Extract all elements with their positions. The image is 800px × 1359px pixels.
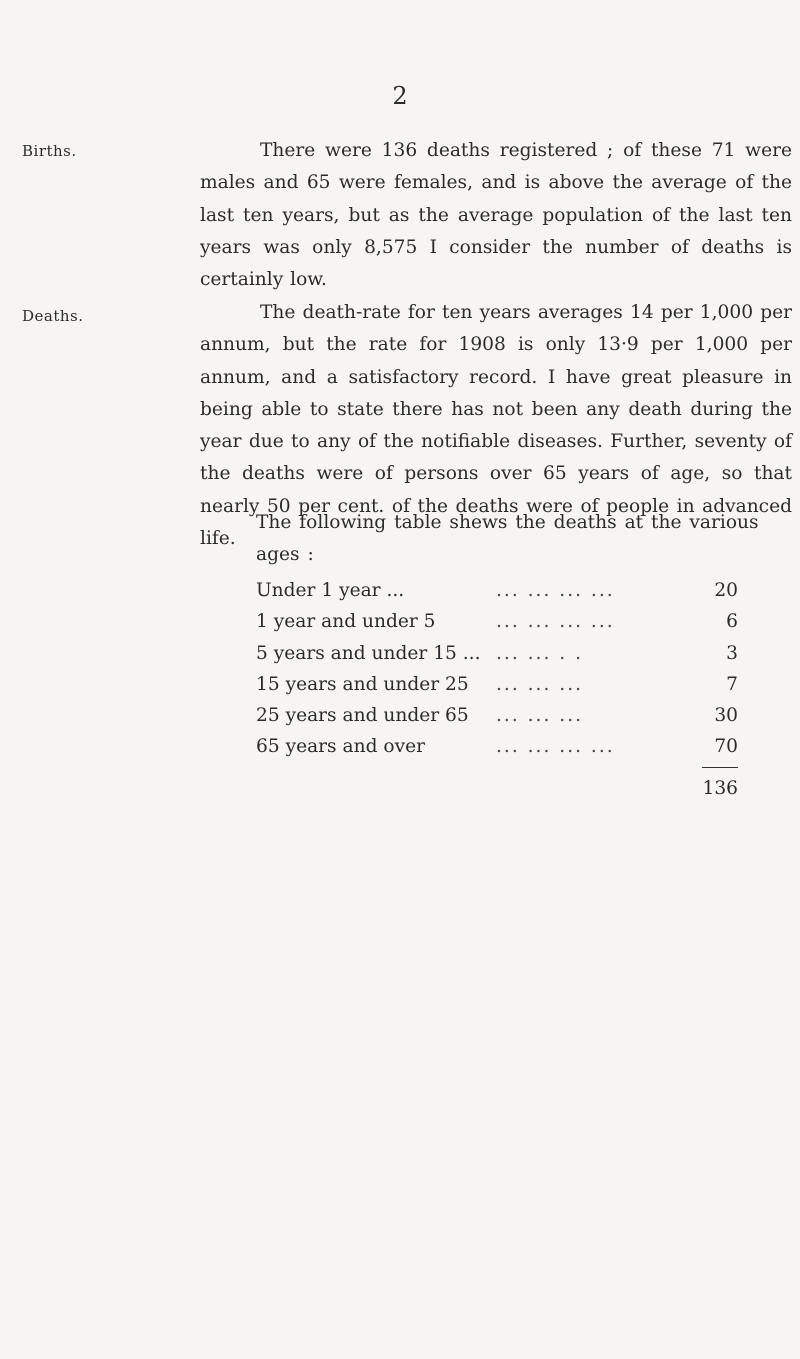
margin-note-deaths: Deaths. xyxy=(22,307,84,325)
row-leader-dots: ... ... ... ... xyxy=(496,736,615,758)
table-row xyxy=(256,669,738,700)
row-label: 5 years and under 15 ... xyxy=(256,642,481,664)
row-label: 25 years and under 65 xyxy=(256,705,469,727)
paragraph-deaths: The death-rate for ten years averages 14 per 1,000 per annum, but the rate for 1908 is only 13·9 per 1,000 per annum, and a satisfactory record. I have great pleasure in being able to state there has not been any death during the year due to any of the notifiable diseases. Further, seventy of the deaths were of persons over 65 years of age, so that nearly 50 per cent. of the deaths were of people in advanced life. xyxy=(200,302,792,550)
total-rule xyxy=(702,767,738,768)
margin-note-births: Births. xyxy=(22,142,77,160)
total-value: 136 xyxy=(702,778,738,799)
page-number: 2 xyxy=(392,82,408,110)
row-leader-dots: ... ... ... ... xyxy=(496,611,615,633)
row-value: 70 xyxy=(714,736,738,758)
row-label: 65 years and over xyxy=(256,736,425,758)
row-leader-dots: ... ... ... ... xyxy=(496,580,615,601)
row-value: 7 xyxy=(726,673,738,695)
table-row xyxy=(256,606,738,637)
table-row xyxy=(256,575,738,606)
table-intro: The following table shews the deaths at the various ages : xyxy=(256,512,759,565)
row-label: 15 years and under 25 xyxy=(256,673,469,695)
table-row xyxy=(256,638,738,669)
row-leader-dots: ... ... ... xyxy=(496,673,584,695)
row-value: 20 xyxy=(714,580,738,601)
row-label: 1 year and under 5 xyxy=(256,611,436,633)
row-value: 6 xyxy=(726,611,738,633)
deaths-by-age-table xyxy=(256,575,738,799)
row-leader-dots: ... ... ... xyxy=(496,705,584,727)
table-row xyxy=(256,731,738,762)
table-row xyxy=(256,700,738,731)
row-leader-dots: ... ... . . xyxy=(496,642,584,664)
row-label: Under 1 year ... xyxy=(256,580,405,601)
paragraph-births: There were 136 deaths registered ; of these 71 were males and 65 were females, and is above the average of the last ten years, but as the average population of the last ten years was only 8,575 I consider the number of deaths is certainly low. xyxy=(200,140,792,291)
row-value: 30 xyxy=(714,705,738,727)
row-value: 3 xyxy=(726,642,738,664)
